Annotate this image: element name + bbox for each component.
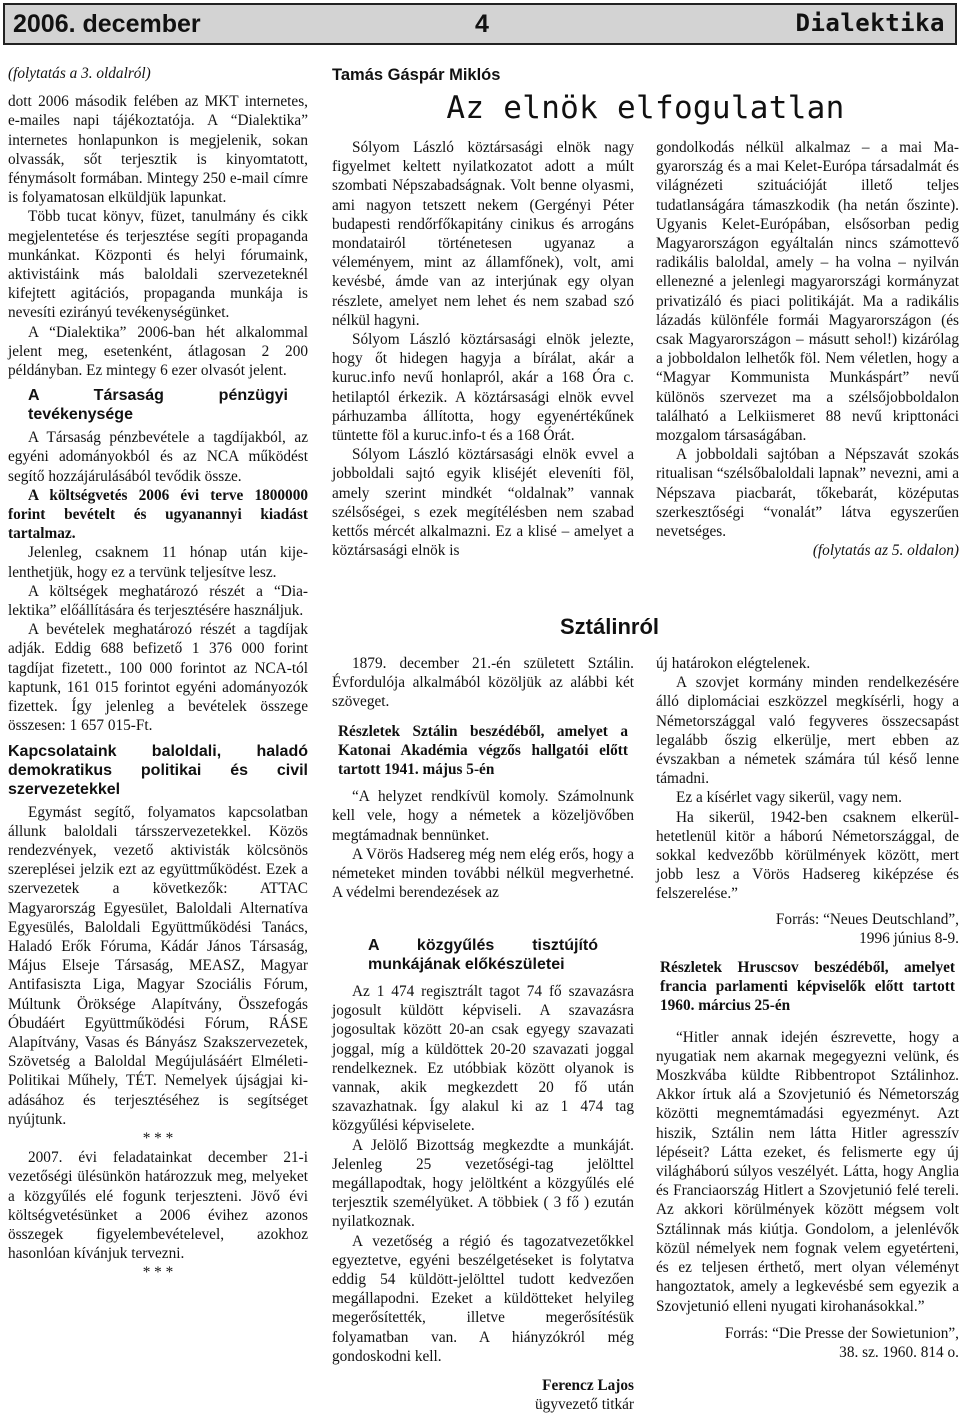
column-left [8, 64, 308, 1283]
paragraph: Sólyom László köztársasági elnök jelezte, hogy őt hidegen hagyja a bírálat, akár a kuruc.info nevű honlapról, akár a 168 Óra c. hetilaptól érkezik. A köztársasági elnök evvel párhuzamba állította, hogy egyenértékűnek tüntette föl a kuruc.info-t és a 168 Órát. [332, 331, 634, 445]
paragraph: A Jelölő Bizottság megkezdte a munkáját. Jelenleg 25 vezetőségi-tag jelölttel megállapodtak, hogy jelöltként a közgyűlés elé terjesztik személyüket. A többiek ( 3 fő ) ezután nyilatkoznak. [332, 1136, 634, 1231]
paragraph: dott 2006 második felében az MKT internetes, e-mailes napi tájékoztatója. A “Dialektika” internetes honlapunkon is megjelenik, sokan olvassák, sőt terjesztik is kinyomtatott, fénymásolt formában. Mintegy 250 e-mail címre is folyamatosan elküldjük lapunkat. [8, 93, 308, 207]
source-note: 38. sz. 1960. 814 o. [839, 1343, 959, 1361]
signature-name: Ferencz Lajos [542, 1377, 634, 1395]
source-note: 1996 június 8-9. [859, 929, 959, 947]
section-heading: A közgyűlés tisztújító munkájának előkészületei [368, 937, 598, 973]
paragraph: 1879. december 21.-én született Sztálin. Évfordulója alkalmából közöljük az alábbi két szöveget. [332, 655, 634, 711]
page-number: 4 [475, 10, 489, 38]
page-header [3, 3, 957, 45]
continued-from: (folytatás a 3. oldalról) [8, 65, 151, 82]
paragraph: Sólyom László köztársasági elnök evvel a jobboldali sajtó egyik kliséjét eleveníti föl, amely szerint mindkét “oldalnak” vannak szélsőségei, s ezek megítélésben nem szabad kettős mércét alkalmazni. Ez a klisé – amelyet a köztársasági elnök is [332, 446, 634, 560]
article1-column-middle [332, 138, 634, 560]
article1-column-right [656, 138, 959, 560]
paragraph: új határokon elégtelenek. [656, 655, 811, 672]
section-heading: Kapcsolataink baloldali, haladó demokratikus politikai és civil szervezetekkel [8, 742, 308, 798]
paragraph: A Vörös Hadsereg még nem elég erős, hogy a németeket minden további nélkül megverhetné. A védelmi berendezések az [332, 845, 634, 902]
article-title: Az elnök elfogulatlan [446, 90, 845, 126]
signature-role: ügyvezető titkár [535, 1396, 634, 1414]
paragraph: “Hitler annak idején észrevette, hogy a nyugatiak nem akarnak megegyezni velünk, és Moszkvába küldte Ribbentropot Sztálinhoz. Akkor írtuk alá a Szovjetunió és Németország közötti megnemtámadási egyezményt. Azt hiszik, Sztálin nem látta Hitler agresszív lépéseit? Látta ezeket, és felismerte egy új világháború súlyos veszélyét. Látta, hogy Anglia és Franciaország Hitlert a Szovjetunió felé tereli. Az akkori körülmények között mégsem volt Sztálinnak más kiútja. Gondolom, a jelenlévők közül némelyek nem fognak velem egyetérteni, és ez teljesen érthető, mert olyan véleményt hangoztatok, amely a legkevésbé sem egyezik a Szovjetunió elleni nyugati kirohanásokkal.” [656, 1028, 959, 1315]
section-heading: A Társaság pénzügyi tevékenysége [28, 387, 288, 424]
paragraph: “A helyzet rendkívül komoly. Számolnunk kell vele, hogy a németek a közeljövőben megtámadnak bennünket. [332, 788, 634, 844]
paragraph: Az 1 474 regisztrált tagot 74 fő szavazásra jogosult küldött képviseli. A szavazásra jogosultak között 20-an csak egyegy szavazati joggal, míg a küldöttek 20-20 szavazati joggal rendelkeznek. Ez utóbbiak között olyanok is vannak, akik megkezdett 20 fő után szavazhatnak. Így alakul ki az 1 474 tag közgyűlési képviselete. [332, 983, 634, 1135]
article-title: Sztálinról [560, 614, 660, 639]
paragraph: 2007. évi feladatainkat december 21-i vezetőségi ülésünkön határozzuk meg, melyeket a közgyűlés elé fogunk terjeszteni. Jövő évi költségvetésünket a 2006 évihez azonos összegek figyelembevételevel, azokhoz hasonlóan kívánjuk tervezni. [8, 1149, 308, 1263]
paragraph: A jobboldali sajtóban a Népszavát szokás ritualisan “szélsőbaloldali lapnak” nevezni, ami a Népszava piacbarát, tőkebarát, középutas szerkesztőségi “vonalát” látva egyszerűen nevetséges. [656, 446, 959, 541]
paragraph: A költségek meghatározó részét a “Dialektika” előállítására és terjesztésére használjuk. [8, 582, 308, 620]
source-note: Forrás: “Die Presse der Sowietunion”, [724, 1324, 959, 1342]
paragraph: Ha sikerül, 1942-ben csaknem elkerülhetetlenül kitör a háború Németországgal, de sokkal kedvezőbb körülmények között, mert jobb lesz a Vörös Hadsereg kiképzése és felszerelése.” [656, 808, 959, 903]
paragraph: A bevételek meghatározó részét a tagdíjak adják. Eddig 688 befizető 1 376 000 forint tagdíjat fizetett., 100 000 forintot az NCA-tól kaptunk, 161 015 forintot egyéni adományozók fizettek. Így jelenleg a bevételek összege összesen: 1 657 015-Ft. [8, 621, 308, 735]
paragraph: Jelenleg, csaknem 11 hónap után kijelenthetjük, hogy ez a tervünk teljesítve lesz. [8, 544, 308, 581]
paragraph: Több tucat könyv, füzet, tanulmány és cikk megjelentetése és terjesztése segíti propaganda munkánkat. Központi és helyi fórumaink, aktivistáink más baloldali szervezeteknél kifejtett agitációs, propaganda munkája is nevesíti ezirányú tevékenységünket. [8, 208, 308, 322]
source-note: Forrás: “Neues Deutschland”, [775, 910, 959, 928]
article2-column-right [656, 654, 959, 1362]
paragraph: A Társaság pénzbevétele a tagdíjakból, az egyéni adományokból és az NCA működést segítő hozzájárulásából tevődik össze. [8, 429, 308, 485]
paragraph: A szovjet kormány minden rendelkezésére álló diplomáciai eszközzel megkísérli, hogy a Németországgal való fegyveres összecsapást legalább őszig elkerülje, mert ebben az évszakban a németek számára túl késő lenne támadni. [656, 674, 959, 788]
paragraph-bold: A költségvetés 2006 évi terve 1800000 forint bevételt és ugyanannyi kiadást tartalmaz. [8, 486, 308, 543]
paragraph: Egymást segítő, folyamatos kapcsolatban állunk baloldali társszervezetekkel. Közös rendezvények, vezető aktivisták kölcsönös szereplései jelzik ezt az együttműködést. Ezek a szervezetek a következők: ATTAC Magyarország Egyesület, Baloldali Alternatíva Egyesülés, Baloldali Együttműködési Tanács, Haladó Erők Fóruma, Kádár János Társaság, Május Elseje Társaság, MEASZ, Magyar Antifasiszta Liga, Magyar Szociális Fórum, Múltunk Öröksége Alapítvány, Összefogás Óbudáért Együttműködési Fórum, RÁSE Alapítvány, Vasas és Bányász Szakszervezetek, Szövetség a Baloldal Megújulásáért Elméleti-Politikai Műhely, TÉT. Nemelyek újságjai kiadásához és terjesztéséhez is segítséget nyújtunk. [8, 803, 308, 1128]
paper-title: Dialektika [795, 9, 945, 37]
subheading: Részletek Hruscsov beszédéből, amelyet francia parlamenti képviselők előtt tartott 1960. március 25-én [660, 959, 955, 1015]
separator-stars: * * * [142, 1129, 174, 1147]
paragraph: Ez a kísérlet vagy sikerül, vagy nem. [676, 789, 902, 807]
paragraph: A vezetőség a régió és tagozatvezetőkkel egyeztetve, egyéni beszélgetéseket is folytatva eddig 54 küldött-jelölttel tudott kedvezően megállapodni. Ezeket a küldötteket helyileg megerősítették, illetve megerősítésük folyamatban van. A hiányzókról még gondoskodni kell. [332, 1232, 634, 1365]
article3-column [332, 936, 634, 1414]
continued-to: (folytatás az 5. oldalon) [812, 542, 959, 560]
issue-date: 2006. december [13, 10, 201, 38]
paragraph: Sólyom László köztársasági elnök nagy figyelmet keltett nyilatkozatot adott a múlt szombati Népszabadságnak. Volt benne olyasmi, ami nagyon tetszett nekem (Gergényi Péter budapesti rendőrfőkapitány cinikus és arrogáns mondatairól történetesen ugyanaz a véleményem, mint az államfőnek), volt, ami kevésbé, ámde van az interjúnak egy olyan részlete, amelyet nem lehet és nem szabad szó nélkül hagyni. [332, 139, 634, 329]
paragraph: A “Dialektika” 2006-ban hét alkalommal jelent meg, esetenként, átlagosan 2 200 példányban. Ez mintegy 6 ezer olvasót jelent. [8, 323, 308, 380]
article-author: Tamás Gáspár Miklós [332, 66, 501, 84]
paragraph: gondolkodás nélkül alkalmaz – a mai Magyarország és a mai Kelet-Európa társadalmát és világnézeti szituációját illető teljes tudatlanságára támaszkodik (ha netán őszinte). Ugyanis Kelet-Európában, elsősorban pedig Magyarországon egyáltalán nincs számottevő radikális baloldal, amely – ha volna – nyilván ellenezné a jelenlegi magyarországi kormányzat privatizáló és piaci politikáját. Ma a radikális lázadás különféle formái Magyarországon (és csak Magyarországon – másutt sehol!) kizárólag a jobboldalon lelhetők föl. Nem véletlen, hogy a “Magyar Kommunista Munkáspárt” nevű különös szervezet ma a szélsőjobboldalon található a Lelkiismeret 88 nevű kripttonáci mozgalom társaságában. [656, 139, 959, 445]
separator-stars: * * * [142, 1264, 174, 1282]
article2-column-middle [332, 654, 634, 902]
subheading: Részletek Sztálin beszédéből, amelyet a Katonai Akadémia végzős hallgatói előtt tartott 1941. május 5-én [338, 722, 628, 779]
